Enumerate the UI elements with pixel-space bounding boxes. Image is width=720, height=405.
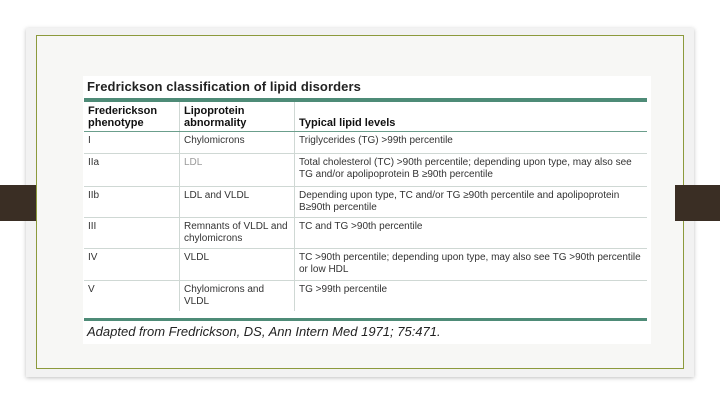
table-header-row [84, 102, 647, 132]
header-levels: Typical lipid levels [295, 102, 648, 132]
table-row [84, 249, 647, 281]
cell-lipoprotein: Chylomicrons [180, 132, 295, 154]
cell-phenotype: IIb [84, 187, 180, 218]
table-row [84, 281, 647, 311]
cell-phenotype: IIa [84, 154, 180, 187]
right-decorative-tab [675, 185, 720, 221]
cell-phenotype: IV [84, 249, 180, 281]
left-decorative-tab [0, 185, 36, 221]
cell-lipoprotein: LDL and VLDL [180, 187, 295, 218]
classification-table [84, 98, 647, 321]
cell-lipoprotein: LDL [180, 154, 295, 187]
header-lipoprotein: Lipoprotein abnormality [180, 102, 295, 132]
table-row [84, 218, 647, 249]
cell-levels: TG >99th percentile [295, 281, 648, 311]
cell-phenotype: I [84, 132, 180, 154]
cell-levels: Triglycerides (TG) >99th percentile [295, 132, 648, 154]
cell-phenotype: III [84, 218, 180, 249]
cell-lipoprotein: Remnants of VLDL and chylomicrons [180, 218, 295, 249]
cell-levels: TC and TG >90th percentile [295, 218, 648, 249]
cell-phenotype: V [88, 284, 95, 295]
table-row [84, 132, 647, 154]
table-row [84, 187, 647, 218]
source-caption: Adapted from Fredrickson, DS, Ann Intern Med 1971; 75:471. [87, 324, 441, 339]
figure-title: Fredrickson classification of lipid disorders [87, 79, 361, 94]
cell-levels: TC >90th percentile; depending upon type, may also see TG >90th percentile or low HDL [295, 249, 648, 281]
cell-lipoprotein: Chylomicrons and VLDL [180, 281, 295, 311]
cell-levels: Total cholesterol (TC) >90th percentile; depending upon type, may also see TG and/or apolipoprotein B ≥90th percentile [295, 154, 648, 187]
cell-levels: Depending upon type, TC and/or TG ≥90th percentile and apolipoprotein B≥90th percentile [295, 187, 648, 218]
header-phenotype: Frederickson phenotype [84, 102, 180, 132]
cell-lipoprotein: VLDL [180, 249, 295, 281]
table-row [84, 154, 647, 187]
